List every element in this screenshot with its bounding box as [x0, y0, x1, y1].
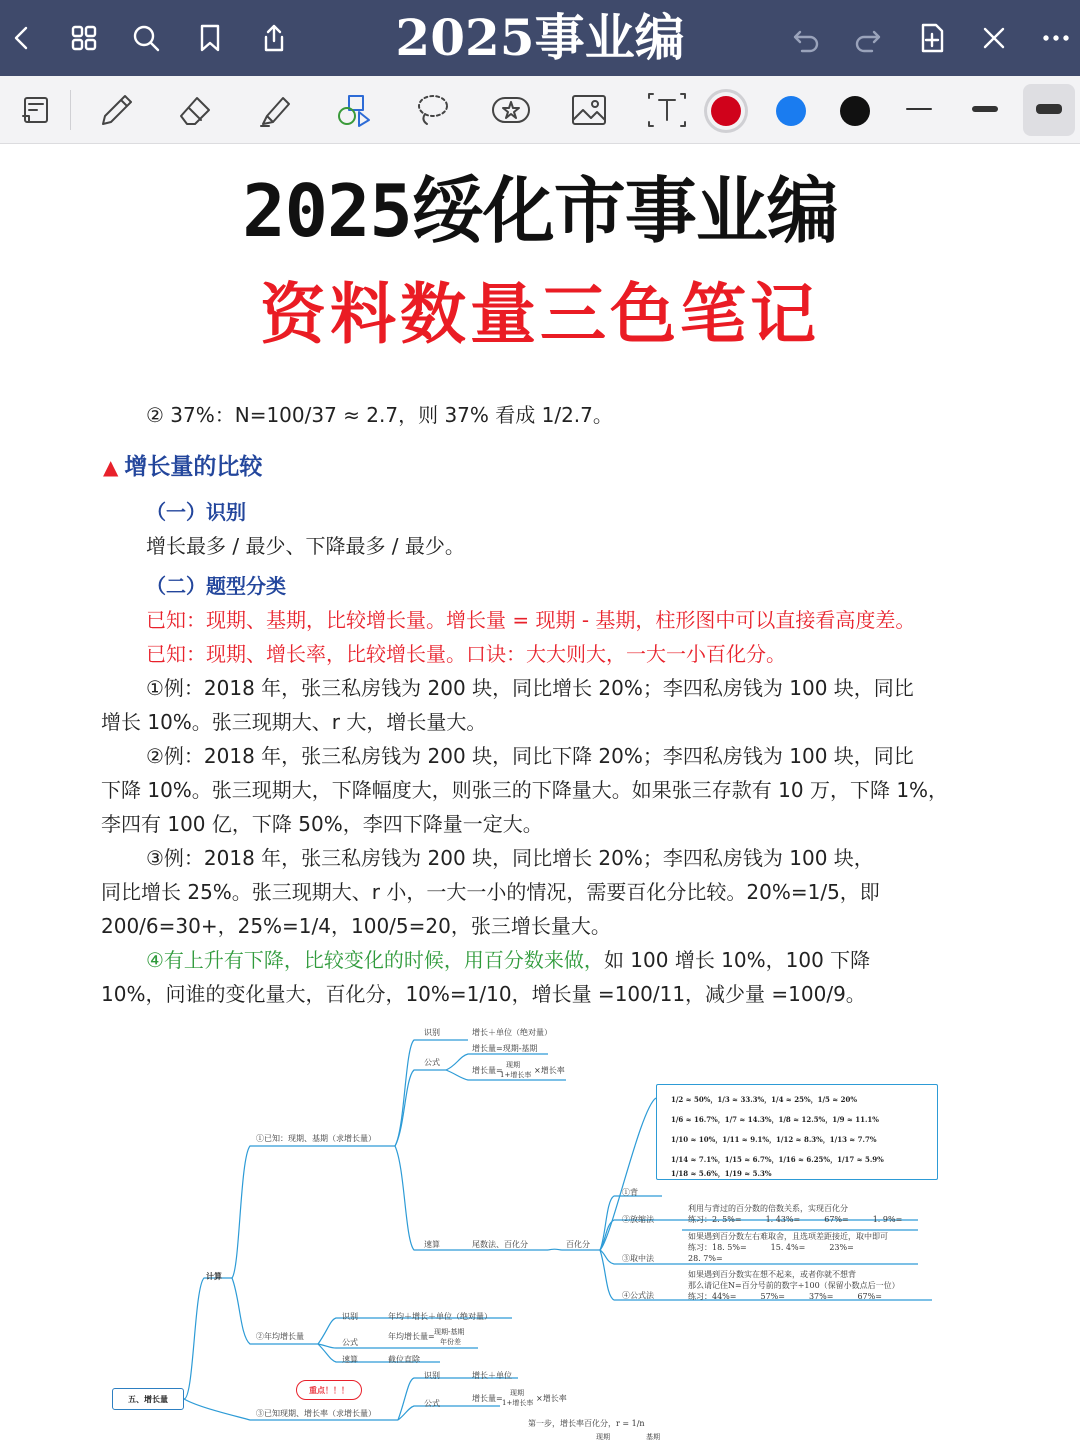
mindmap-branch-2: ②年均增长量 [256, 1332, 304, 1341]
fraction-row-4: 1/14 ≈ 7.1%，1/15 ≈ 6.7%，1/16 ≈ 6.25%，1/17 ≈ 5.9% [671, 1155, 884, 1164]
mindmap-b1-formula: 公式 [424, 1058, 440, 1067]
more-icon[interactable] [1038, 20, 1074, 56]
shapes-icon[interactable] [330, 88, 380, 132]
mindmap-b3-step-1: 第一步，增长率百化分，r = 1/n [528, 1419, 645, 1428]
red-note-2: 已知：现期、增长率，比较增长量。口诀：大大则大，一大一小百化分。 [146, 642, 786, 666]
mindmap-method-3-desc: 如果遇到百分数左右难取舍，且选项差距接近，取中即可 [688, 1232, 888, 1241]
mindmap-method-2-practice: 练习：2. 5%= 1. 43%= 67%= 1. 9%= [688, 1215, 903, 1224]
mindmap-method-4-desc-2: 那么请记住N=百分号前的数字÷100（保留小数点后一位） [688, 1281, 900, 1290]
example-1-line-2: 增长 10%。张三现期大、r 大，增长量大。 [101, 710, 487, 734]
mindmap-root: 五、增长量 [112, 1388, 184, 1410]
section-heading-text: 增长量的比较 [124, 454, 263, 480]
fraction-row-2: 1/6 ≈ 16.7%，1/7 ≈ 14.3%，1/8 ≈ 12.5%，1/9 ≈ 11.1% [671, 1115, 879, 1124]
example-2-line-2: 下降 10%。张三现期大，下降幅度大，则张三的下降量大。如果张三存款有 10 万，下降 1%， [101, 778, 949, 802]
mind-map-connectors [0, 1018, 1080, 1440]
mindmap-b3-identify: 识别 [424, 1371, 440, 1380]
mindmap-b1-identify: 识别 [424, 1028, 440, 1037]
thickness-thick [1036, 104, 1062, 114]
color-blue-swatch[interactable] [776, 96, 806, 126]
bookmark-icon[interactable] [192, 20, 228, 56]
thickness-medium[interactable] [972, 106, 998, 112]
mindmap-b2-formula: 公式 [342, 1338, 358, 1347]
mindmap-b2-formula-den: 年份差 [440, 1338, 461, 1346]
example-3-line-3: 200/6=30+，25%=1/4，100/5=20，张三增长量大。 [101, 914, 611, 938]
mindmap-b2-identify: 识别 [342, 1312, 358, 1321]
mindmap-b3-formula-tail: ×增长率 [536, 1394, 567, 1403]
doc-title: 2025绥化市事业编 [242, 169, 838, 253]
mindmap-method-4-practice: 练习：44%= 57%= 37%= 67%= [688, 1292, 882, 1301]
mindmap-branch-3: ③已知现期、增长率（求增长量） [256, 1409, 376, 1418]
thickness-thin[interactable] [906, 108, 932, 110]
mindmap-method-3: ③取中法 [622, 1254, 654, 1263]
document-title: 2025事业编 [395, 8, 685, 67]
mindmap-b1-formula-2: 增长量= [472, 1066, 503, 1075]
sticker-icon[interactable] [486, 88, 536, 132]
subheading-types: （二）题型分类 [146, 574, 286, 598]
layout-icon[interactable] [12, 88, 62, 132]
redo-icon[interactable] [850, 20, 886, 56]
mindmap-b2-speed: 速算 [342, 1355, 358, 1364]
search-icon[interactable] [128, 20, 164, 56]
example-4-line-2: 10%，问谁的变化量大，百化分，10%=1/10，增长量 =100/11，减少量 =100/9。 [101, 982, 866, 1006]
mindmap-b1-formula-2-den: 1+增长率 [500, 1071, 532, 1079]
example-3-line-1: ③例：2018 年，张三私房钱为 200 块，同比增长 20%；李四私房钱为 100 块， [146, 846, 874, 870]
intro-line: ② 37%：N=100/37 ≈ 2.7，则 37% 看成 1/2.7。 [146, 403, 613, 427]
color-red-swatch[interactable] [711, 96, 741, 126]
mindmap-b2-formula-num: 现期-基期 [434, 1328, 465, 1336]
mindmap-b1-speed: 速算 [424, 1240, 440, 1249]
toolbar-divider [70, 90, 71, 130]
red-note-1: 已知：现期、基期，比较增长量。增长量 = 现期 - 基期，柱形图中可以直接看高度差。 [146, 608, 916, 632]
mindmap-b1-formula-2-num: 现期 [506, 1061, 520, 1069]
top-bar [0, 0, 1080, 76]
mindmap-b1-speed-value: 尾数法、百化分 [472, 1240, 528, 1249]
mindmap-method-1: ①背 [622, 1188, 638, 1197]
undo-icon[interactable] [788, 20, 824, 56]
share-icon[interactable] [256, 20, 292, 56]
color-black-swatch[interactable] [840, 96, 870, 126]
pen-icon[interactable] [92, 88, 142, 132]
example-4-green-text: ④有上升有下降，比较变化的时候，用百分数来做， [146, 948, 604, 972]
fraction-row-5: 1/18 ≈ 5.6%，1/19 ≈ 5.3% [671, 1169, 772, 1178]
mindmap-b2-speed-value: 截位直除 [388, 1355, 420, 1364]
mindmap-b2-formula-text: 年均增长量= [388, 1332, 435, 1341]
mindmap-baihuafen: 百化分 [566, 1240, 590, 1249]
mindmap-b1-formula-1: 增长量=现期-基期 [472, 1044, 538, 1053]
mindmap-b3-identify-value: 增长＋单位 [472, 1371, 512, 1380]
mindmap-method-2: ②放缩法 [622, 1215, 654, 1224]
triangle-icon: ▲ [103, 455, 119, 479]
example-2-line-1: ②例：2018 年，张三私房钱为 200 块，同比下降 20%；李四私房钱为 100 块，同比 [146, 744, 914, 768]
section-heading [103, 450, 262, 484]
mindmap-calc: 计算 [206, 1271, 222, 1281]
grid-icon[interactable] [66, 20, 102, 56]
example-3-line-2: 同比增长 25%。张三现期大、r 小，一大一小的情况，需要百化分比较。20%=1/5，即 [101, 880, 880, 904]
drawing-toolbar [0, 76, 1080, 144]
mindmap-method-2-desc: 利用与背过的百分数的倍数关系，实现百化分 [688, 1204, 848, 1213]
eraser-icon[interactable] [170, 88, 220, 132]
mindmap-b1-formula-2-tail: ×增长率 [534, 1066, 565, 1075]
lasso-icon[interactable] [408, 88, 458, 132]
example-2-line-3: 李四有 100 亿，下降 50%，李四下降量一定大。 [101, 812, 543, 836]
example-1-line-1: ①例：2018 年，张三私房钱为 200 块，同比增长 20%；李四私房钱为 100 块，同比 [146, 676, 914, 700]
mindmap-b3-step-current: 现期 [596, 1433, 610, 1440]
fraction-table [656, 1084, 938, 1180]
add-page-icon[interactable] [914, 20, 950, 56]
mindmap-method-4: ④公式法 [622, 1291, 654, 1300]
important-badge: 重点！！！ [296, 1380, 362, 1400]
mind-map [0, 1018, 1080, 1440]
example-4-rest: 如 100 增长 10%，100 下降 [603, 948, 871, 972]
mindmap-b3-formula: 公式 [424, 1399, 440, 1408]
text-icon[interactable] [642, 88, 692, 132]
mindmap-b3-step-base: 基期 [646, 1433, 660, 1440]
mindmap-b3-formula-den: 1+增长率 [502, 1399, 534, 1407]
identify-text: 增长最多 / 最少、下降最多 / 最少。 [146, 534, 465, 558]
mindmap-b3-formula-num: 现期 [510, 1389, 524, 1397]
image-icon[interactable] [564, 88, 614, 132]
fraction-row-3: 1/10 ≈ 10%，1/11 ≈ 9.1%，1/12 ≈ 8.3%，1/13 ≈ 7.7% [671, 1135, 877, 1144]
mindmap-method-3-practice-2: 28. 7%= [688, 1254, 723, 1263]
subheading-identify: （一）识别 [146, 500, 246, 524]
mindmap-branch-1: ①已知：现期、基期（求增长量） [256, 1134, 376, 1143]
mindmap-b1-identify-value: 增长＋单位（绝对量） [472, 1028, 552, 1037]
close-icon[interactable] [976, 20, 1012, 56]
example-4-line-1 [146, 943, 870, 977]
mindmap-b2-identify-value: 年均＋增长＋单位（绝对量） [388, 1312, 492, 1321]
fraction-row-1: 1/2 ≈ 50%，1/3 ≈ 33.3%，1/4 ≈ 25%，1/5 ≈ 20% [671, 1095, 858, 1104]
back-icon[interactable] [4, 20, 40, 56]
doc-subtitle: 资料数量三色笔记 [260, 275, 820, 353]
highlighter-icon[interactable] [250, 88, 300, 132]
mindmap-b3-formula-text: 增长量= [472, 1394, 503, 1403]
mindmap-method-3-practice: 练习：18. 5%= 15. 4%= 23%= [688, 1243, 854, 1252]
mindmap-method-4-desc-1: 如果遇到百分数实在想不起来，或者你就不想背 [688, 1270, 856, 1279]
